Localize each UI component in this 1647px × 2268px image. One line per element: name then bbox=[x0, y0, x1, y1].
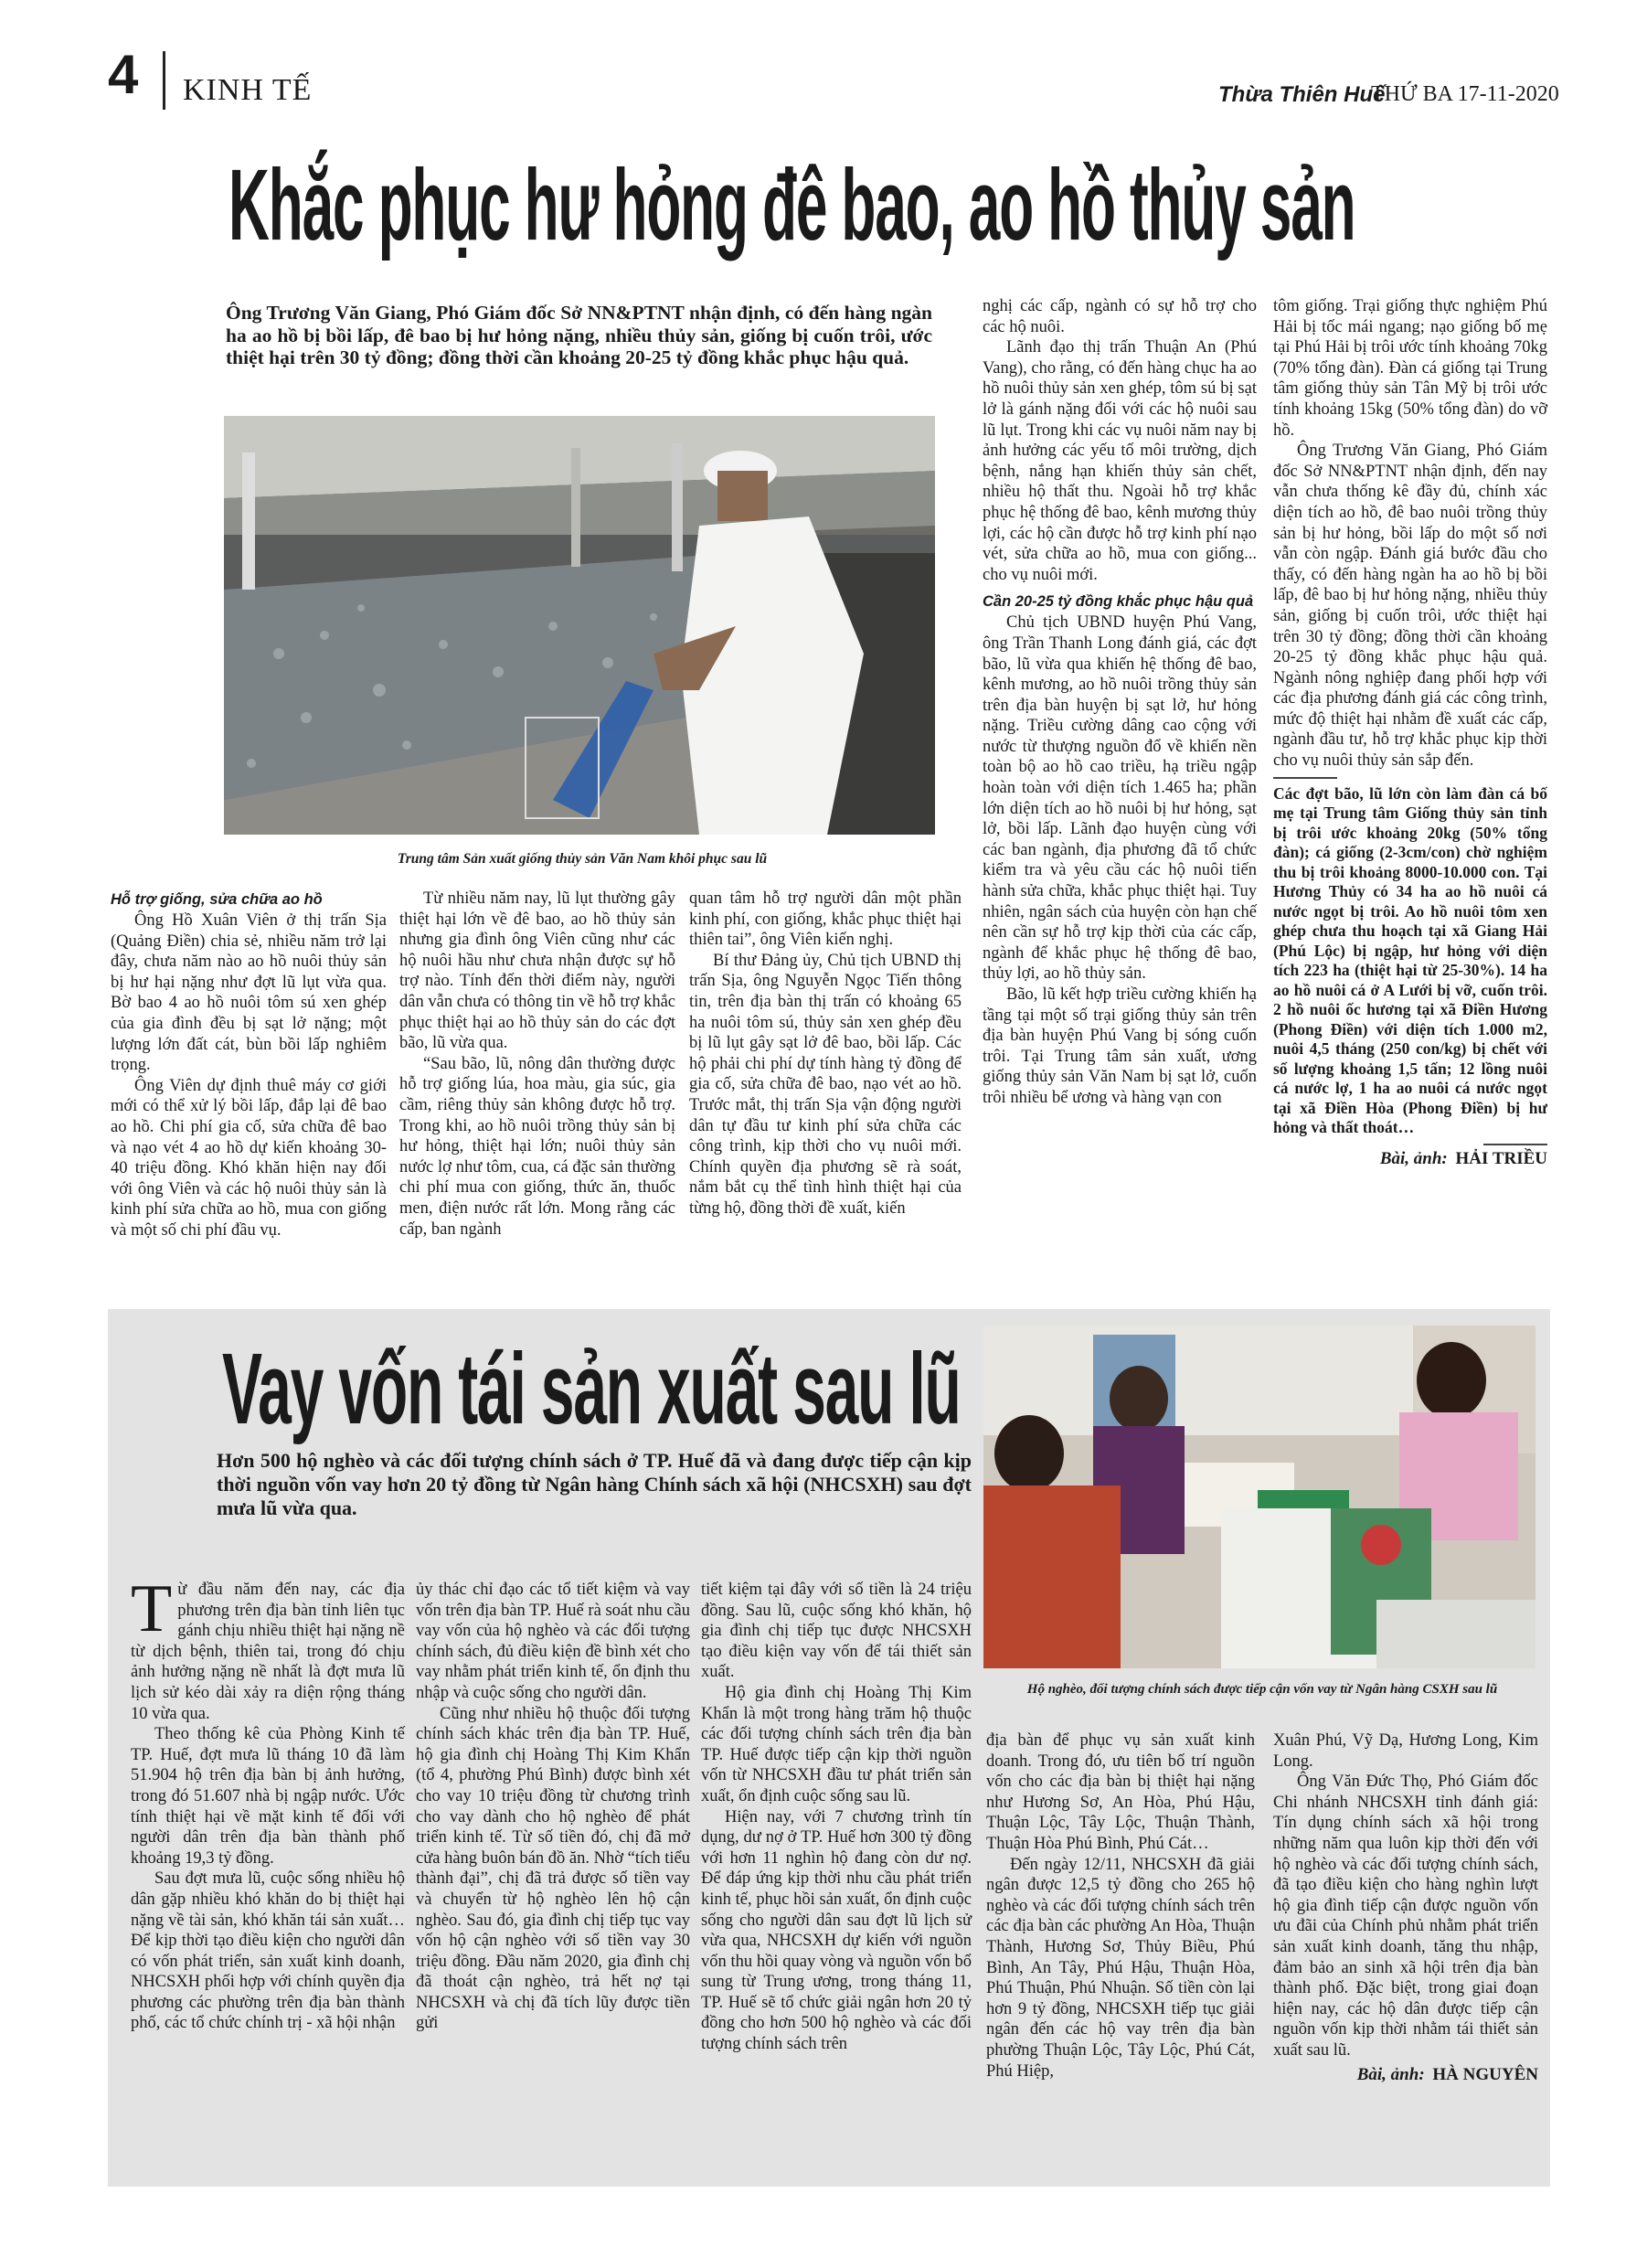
article2-photo bbox=[983, 1326, 1535, 1668]
article1-sapo: Ông Trương Văn Giang, Phó Giám đốc Sở NN&PTNT nhận định, có đến hàng ngàn ha ao hồ bị bồi lấp, đê bao bị hư hỏng nặng, nhiều thủy sản, giống bị cuốn trôi, ước thiệt hại trên 30 tỷ đồng; đồng thời cần khoảng 20-25 tỷ đồng khắc phục hậu quả. bbox=[226, 302, 932, 368]
article1-col1 bbox=[111, 889, 387, 1241]
page-number: 4 bbox=[108, 44, 139, 105]
article2-col5 bbox=[1273, 1730, 1538, 2085]
article1-col2 bbox=[399, 889, 675, 1240]
article1-col5 bbox=[1273, 296, 1547, 1169]
paragraph: Hiện nay, với 7 chương trình tín dụng, dư nợ ở TP. Huế hơn 300 tỷ đồng với hơn 11 nghìn hộ đang còn dư nợ. Để đáp ứng kịp thời nhu cầu phát triển kinh tế, phục hồi sản xuất, ổn định cuộc sống cho người dân sau đợt lũ lịch sử vừa qua, NHCSXH dự kiến với nguồn vốn thu hồi quay vòng và nguồn vốn bổ sung từ Trung ương, trong tháng 11, TP. Huế sẽ tổ chức giải ngân hơn 20 tỷ đồng cho hơn 500 hộ nghèo và các đối tượng chính sách trên bbox=[701, 1807, 972, 2054]
article1-headline: Khắc phục hư hỏng đê bao, ao hồ thủy sản bbox=[228, 149, 1355, 261]
paragraph: Đến ngày 12/11, NHCSXH đã giải ngân được 12,5 tỷ đồng cho 265 hộ nghèo và các đối tượng chính sách trên các địa bàn các phường An Hòa, Thuận Thành, Hương Sơ, Thủy Biều, Phú Bình, An Tây, Phú Hậu, Thuận Hòa, Phú Thuận, Phú Nhuận. Số tiền còn lại hơn 9 tỷ đồng, NHCSXH tiếp tục giải ngân đến các hộ vay trên địa bàn phường Thuận Lộc, Tây Lộc, Phú Cát, Phú Hiệp, bbox=[986, 1855, 1255, 2081]
header-divider bbox=[163, 51, 165, 110]
paragraph: “Sau bão, lũ, nông dân thường được hỗ trợ giống lúa, hoa màu, gia súc, gia cầm, riêng thủy sản không được hỗ trợ. Trong khi, ao hồ nuôi trồng thủy sản bị hư hỏng, thiệt hại lớn; nuôi thủy sản nước lợ như tôm, cua, cá đặc sản thường chi phí mua con giống, thức ăn, thuốc men, điện nước rất lớn. Mong rằng các cấp, ban ngành bbox=[399, 1054, 675, 1239]
paragraph: Sau đợt mưa lũ, cuộc sống nhiều hộ dân gặp nhiều khó khăn do bị thiệt hại nặng về tài sản, khó khăn tái sản xuất… Để kịp thời tạo điều kiện cho người dân có vốn phát triển, sản xuất kinh doanh, NHCSXH phối hợp với chính quyền địa phương các phường trên địa bàn thành phố, các tổ chức chính trị - xã hội nhận bbox=[131, 1869, 405, 2033]
box-top-rule bbox=[1273, 777, 1337, 779]
fish-hatchery-photo bbox=[224, 416, 935, 835]
article1-photo bbox=[224, 416, 935, 835]
paragraph: Ông Viên dự định thuê máy cơ giới mới có thể xử lý bồi lấp, đắp lại đê bao ao hồ. Chi phí gia cố, sửa chữa đê bao và nạo vét 4 ao hồ dự kiến khoảng 30-40 triệu đồng. Khó khăn hiện nay đối với ông Viên và các hộ nuôi thủy sản là kinh phí sửa chữa ao hồ, mua con giống và một số chi phí đầu vụ. bbox=[111, 1076, 387, 1240]
paragraph: tiết kiệm tại đây với số tiền là 24 triệu đồng. Sau lũ, cuộc sống khó khăn, hộ gia đình chị tiếp tục được NHCSXH tạo điều kiện vay vốn để tái thiết sản xuất. bbox=[701, 1581, 972, 1682]
bank-counter-photo bbox=[983, 1326, 1535, 1668]
sidebar-box-text: Các đợt bão, lũ lớn còn làm đàn cá bố mẹ tại Trung tâm Giống thủy sản tỉnh bị trôi ước khoảng 20kg (50% tổng đàn); cá giống (2-3cm/con) chờ nghiệm thu bị trôi khoảng 8000-10.000 con. Tại Hương Thủy có 34 ha ao hồ nuôi cá nước ngọt bị trôi. Ao hồ nuôi tôm xen ghép chưa thu hoạch tại xã Giang Hải (Phú Lộc) bị ngập, hư hỏng với diện tích 223 ha (thiệt hại từ 25-30%). 14 ha ao hồ nuôi cá ở A Lưới bị vỡ, cuốn trôi. 2 hồ nuôi ốc hương tại xã Điền Hương (Phong Điền) với diện tích 1.000 m2, nuôi 4,5 tháng (250 con/kg) bị chết với số lượng khoảng 1,5 tấn; 12 lồng nuôi cá nước lợ, 1 ha ao nuôi cá nước ngọt tại xã Điền Hòa (Phong Điền) bị hư hỏng và thất thoát… bbox=[1273, 783, 1547, 1137]
paragraph: Ông Hồ Xuân Viên ở thị trấn Sịa (Quảng Điền) chia sẻ, nhiều năm trở lại đây, chưa năm nào ao hồ nuôi thủy sản bị hư hại nặng như đợt lũ lụt vừa qua. Bờ bao 4 ao hồ nuôi tôm sú xen ghép của gia đình đều bị sạt lở nặng; một lượng lớn đất cát, bùn bồi lấp nghiêm trọng. bbox=[111, 911, 387, 1075]
paragraph: tôm giống. Trại giống thực nghiệm Phú Hải bị tốc mái ngang; nạo giống bố mẹ tại Phú Hải bị trôi ước tính khoảng 70kg (70% tổng đàn). Đàn cá giống tại Trung tâm giống thủy sản Tân Mỹ bị trôi ước tính khoảng 15kg (50% tổng đàn) do vỡ hồ. bbox=[1273, 297, 1547, 440]
article2-col3 bbox=[701, 1580, 972, 2055]
paragraph: Từ nhiều năm nay, lũ lụt thường gây thiệt hại lớn về đê bao, ao hồ thủy sản nhưng gia đình ông Viên cũng như các hộ nuôi hầu như chưa nhận được sự hỗ trợ nào. Tính đến thời điểm này, người dân vẫn chưa có thông tin về hỗ trợ khắc phục thiệt hại ao hồ thủy sản do các đợt bão, lũ vừa qua. bbox=[399, 889, 675, 1053]
article1-col3 bbox=[689, 889, 962, 1219]
byline-name: HÀ NGUYÊN bbox=[1432, 2064, 1538, 2084]
dropcap: T bbox=[131, 1571, 173, 1646]
paragraph: nghị các cấp, ngành có sự hỗ trợ cho các hộ nuôi. bbox=[983, 297, 1257, 336]
newspaper-name: Thừa Thiên Huế bbox=[1218, 82, 1386, 107]
article2-col1 bbox=[131, 1571, 405, 2034]
paragraph: Bão, lũ kết hợp triều cường khiến hạ tầng tại một số trại giống thủy sản trên địa bàn huyện Phú Vang bị sóng cuốn trôi. Tại Trung tâm sản xuất, ương giống thủy sản Văn Nam bị sạt lở, cuốn trôi nhiều bể ương và hàng vạn con bbox=[983, 985, 1257, 1107]
article2-photo-caption: Hộ nghèo, đối tượng chính sách được tiếp cận vốn vay từ Ngân hàng CSXH sau lũ bbox=[1026, 1682, 1498, 1697]
article2-byline bbox=[1273, 2065, 1538, 2086]
paragraph: Xuân Phú, Vỹ Dạ, Hương Long, Kim Long. bbox=[1273, 1731, 1538, 1771]
article2-headline: Vay vốn tái sản xuất sau lũ bbox=[222, 1333, 961, 1445]
article1-subhead-1: Hỗ trợ giống, sửa chữa ao hồ bbox=[111, 891, 323, 908]
article1-col4 bbox=[983, 296, 1257, 1109]
article1-byline bbox=[1273, 1149, 1547, 1170]
paragraph: Hộ gia đình chị Hoàng Thị Kim Khẩn là một trong hàng trăm hộ thuộc các đối tượng chính sách trên địa bàn TP. Huế được tiếp cận kịp thời nguồn vốn từ NHCSXH đầu tư phát triển sản xuất, ổn định cuộc sống sau lũ. bbox=[701, 1683, 972, 1805]
issue-date: THỨ BA 17-11-2020 bbox=[1371, 82, 1559, 106]
paragraph: ủy thác chỉ đạo các tổ tiết kiệm và vay vốn trên địa bàn TP. Huế rà soát nhu cầu vay vốn của hộ nghèo và các đối tượng chính sách, đủ điều kiện đề bình xét cho vay nhằm phát triển kinh tế, ổn định thu nhập và cuộc sống cho người dân. bbox=[416, 1581, 690, 1702]
article2-col4 bbox=[986, 1730, 1255, 2082]
byline-label: Bài, ảnh: bbox=[1356, 2064, 1425, 2084]
byline-name: HẢI TRIỀU bbox=[1455, 1148, 1547, 1168]
paragraph: Ông Văn Đức Thọ, Phó Giám đốc Chi nhánh NHCSXH tỉnh đánh giá: Tín dụng chính sách xã hội trong những năm qua luôn kịp thời đến với hộ nghèo và các đối tượng chính sách, đã tạo điều kiện cho hàng nghìn lượt hộ gia đình tiếp cận được nguồn vốn ưu đãi của Chính phủ nhằm phát triển sản xuất kinh doanh, tăng thu nhập, đảm bảo an sinh xã hội trên địa bàn thành phố. Đặc biệt, trong giai đoạn hiện nay, các hộ dân được tiếp cận nguồn vốn kịp thời nhằm tái thiết sản xuất sau lũ. bbox=[1273, 1773, 1538, 2060]
paragraph: Chủ tịch UBND huyện Phú Vang, ông Trần Thanh Long đánh giá, các đợt bão, lũ vừa qua khiến hệ thống đê bao, kênh mương, ao hồ nuôi trồng thủy sản trên địa bàn huyện bị sạt lở, hư hỏng nặng. Triều cường dâng cao cộng với nước từ thượng nguồn đổ về khiến nền toàn bộ ao hồ cao triều, hạ triều ngập hoàn toàn với diện tích 1.465 ha; phần lớn diện tích ao hồ nuôi bị hư hỏng, sạt lở, bồi lấp. Lãnh đạo huyện cùng với các ban ngành, địa phương đã tổ chức kiểm tra và yêu cầu các hộ nuôi tiến hành sửa chữa, khắc phục thiệt hại. Tuy nhiên, ngân sách của huyện còn hạn chế nên cần sự hỗ trợ kịp thời của các cấp, ngành để khắc phục hệ thống đê bao, thủy lợi, ao hồ thủy sản. bbox=[983, 613, 1257, 984]
lead-text: ừ đầu năm đến nay, các địa phương trên địa bàn tỉnh liên tục gánh chịu nhiều thiệt hại nặng nề từ dịch bệnh, thiên tai, trong đó chịu ảnh hưởng nặng nề nhất là đợt mưa lũ lịch sử kéo dài xảy ra diện rộng tháng 10 vừa qua. bbox=[131, 1581, 405, 1723]
article1-subhead-2: Cần 20-25 tỷ đồng khắc phục hậu quả bbox=[983, 593, 1254, 611]
article2-sapo: Hơn 500 hộ nghèo và các đối tượng chính sách ở TP. Huế đã và đang được tiếp cận kịp thời nguồn vốn vay hơn 20 tỷ đồng từ Ngân hàng Chính sách xã hội (NHCSXH) sau đợt mưa lũ vừa qua. bbox=[217, 1449, 972, 1519]
paragraph: Theo thống kê của Phòng Kinh tế TP. Huế, đợt mưa lũ tháng 10 đã làm 51.904 hộ trên địa bàn bị ảnh hưởng, trong đó 51.607 nhà bị ngập nước. Ước tính thiệt hại về mặt kinh tế đối với người dân trên địa bàn thành phố khoảng 19,3 tỷ đồng. bbox=[131, 1725, 405, 1868]
paragraph: Bí thư Đảng ủy, Chủ tịch UBND thị trấn Sịa, ông Nguyễn Ngọc Tiến thông tin, trên địa bàn thị trấn có khoảng 65 ha nuôi tôm sú, thủy sản xen ghép đều bị lũ lụt gây sạt lở đê bao, bồi lấp. Các hộ phải chi phí dự tính hàng tỷ đồng để gia cố, sửa chữa đê bao, nạo vét ao hồ. Trước mắt, thị trấn Sịa vận động người dân tự đầu tư kinh phí sửa chữa các công trình, kịp thời cho vụ nuôi mới. Chính quyền địa phương sẽ rà soát, nắm bắt cụ thể tình hình thiệt hại của từng hộ, đồng thời đề xuất, kiến bbox=[689, 951, 962, 1218]
article1-photo-caption: Trung tâm Sản xuất giống thủy sản Văn Nam khôi phục sau lũ bbox=[397, 851, 768, 867]
paragraph: Lãnh đạo thị trấn Thuận An (Phú Vang), cho rằng, có đến hàng chục ha ao hồ nuôi thủy sản xen ghép, tôm sú bị sạt lở là gánh nặng đối với các hộ nuôi sau lũ lụt. Trong khi các vụ nuôi năm nay bị ảnh hưởng các yếu tố môi trường, dịch bệnh, nắng hạn khiến thủy sản chết, nhiều hộ thất thu. Ngoài hỗ trợ khắc phục hệ thống đê bao, kênh mương thủy lợi, các hộ cần được hỗ trợ kinh phí nạo vét, sửa chữa ao hồ, mua con giống... cho vụ nuôi mới. bbox=[983, 338, 1257, 584]
section-label: KINH TẾ bbox=[183, 73, 313, 107]
paragraph: Ông Trương Văn Giang, Phó Giám đốc Sở NN&PTNT nhận định, đến nay vẫn chưa thống kê đầy đủ, chính xác diện tích ao hồ, đê bao nuôi trồng thủy sản bị hư hỏng, bồi lấp do một số nơi vẫn còn ngập. Đánh giá bước đầu cho thấy, có đến hàng ngàn ha ao hồ bị bồi lấp, đê bao bị hư hỏng nặng, nhiều thủy sản, giống bị cuốn trôi, ước thiệt hại trên 30 tỷ đồng; đồng thời cần khoảng 20-25 tỷ đồng khắc phục hậu quả. Ngành nông nghiệp đang phối hợp với các địa phương đánh giá các công trình, mức độ thiệt hại nhằm đề xuất các cấp, ngành đầu tư, hỗ trợ khắc phục kịp thời cho vụ nuôi thủy sản sắp đến. bbox=[1273, 442, 1547, 771]
byline-label: Bài, ảnh: bbox=[1379, 1148, 1448, 1168]
paragraph: Cũng như nhiều hộ thuộc đối tượng chính sách khác trên địa bàn TP. Huế, hộ gia đình chị Hoàng Thị Kim Khẩn (tổ 4, phường Phú Bình) được bình xét cho vay 10 triệu đồng từ chương trình cho vay dành cho hộ nghèo để phát triển kinh tế. Từ số tiền đó, chị đã mở cửa hàng buôn bán đồ ăn. Nhờ “tích tiểu thành đại”, chị đã trả được số tiền vay và chuyển từ hộ nghèo lên hộ cận nghèo. Sau đó, gia đình chị tiếp tục vay vốn hộ cận nghèo với số tiền vay 30 triệu đồng. Đầu năm 2020, gia đình chị đã thoát cận nghèo, trả hết nợ tại NHCSXH và chị đã tích lũy được tiền gửi bbox=[416, 1704, 690, 2033]
box-bottom-rule bbox=[1483, 1144, 1547, 1145]
paragraph bbox=[131, 1571, 405, 1724]
paragraph: địa bàn để phục vụ sản xuất kinh doanh. Trong đó, ưu tiên bố trí nguồn vốn cho các địa bàn bị thiệt hại nặng như Hương Sơ, An Hòa, Phú Hậu, Thuận Lộc, Tây Lộc, Thuận Thành, Thuận Hòa Phú Bình, Phú Cát… bbox=[986, 1731, 1255, 1853]
article2-col2 bbox=[416, 1580, 690, 2034]
paragraph: quan tâm hỗ trợ người dân một phần kinh phí, con giống, khắc phục thiệt hại thiên tai”, ông Viên kiến nghị. bbox=[689, 889, 962, 950]
